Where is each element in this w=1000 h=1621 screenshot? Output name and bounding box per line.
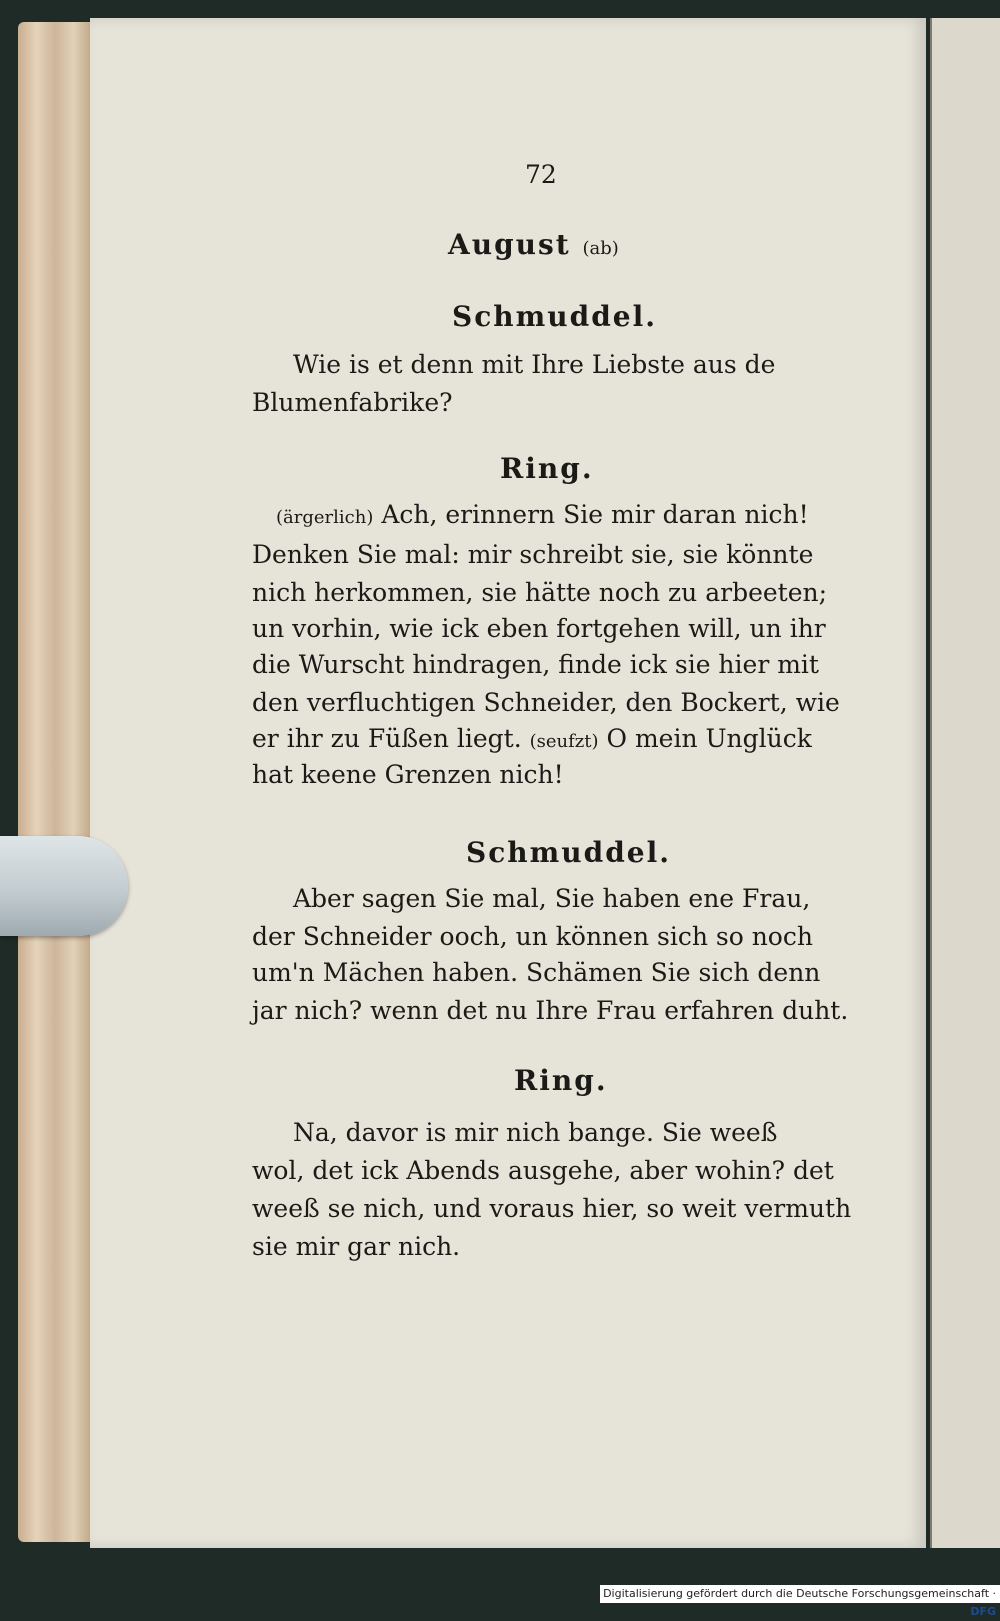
dialogue-line: weeß se nich, und voraus hier, so weit vermuth (252, 1194, 852, 1223)
speaker-ring: Ring. (500, 452, 594, 485)
speaker-august (448, 228, 619, 261)
dialogue-line: um'n Mächen haben. Schämen Sie sich denn (252, 958, 821, 987)
credit-text: Digitalisierung gefördert durch die Deutsche Forschungsgemeinschaft · (603, 1587, 996, 1600)
speaker-schmuddel: Schmuddel. (452, 300, 657, 333)
page-number: 72 (525, 160, 557, 189)
dialogue-text: O mein Unglück (606, 724, 812, 753)
speaker-schmuddel: Schmuddel. (466, 836, 671, 869)
dialogue-line: wol, det ick Abends ausgehe, aber wohin? det (252, 1156, 834, 1185)
adjacent-page (930, 18, 1000, 1548)
speaker-name: August (448, 228, 571, 261)
dialogue-line: un vorhin, wie ick eben fortgehen will, un ihr (252, 614, 826, 643)
dialogue-line: die Wurscht hindragen, finde ick sie hier mit (252, 650, 819, 679)
dialogue-line (252, 724, 812, 753)
dialogue-text: Ach, erinnern Sie mir daran nich! (381, 500, 809, 529)
dfg-logo: DFG (970, 1605, 996, 1618)
dialogue-line: Blumenfabrike? (252, 388, 453, 417)
dialogue-line: hat keene Grenzen nich! (252, 760, 564, 789)
stage-direction: (seufzt) (529, 731, 599, 752)
stage-direction: (ab) (582, 238, 619, 259)
dialogue-line: der Schneider ooch, un können sich so noch (252, 922, 813, 951)
dialogue-line: jar nich? wenn det nu Ihre Frau erfahren duht. (252, 996, 849, 1025)
dialogue-line: sie mir gar nich. (252, 1232, 461, 1261)
dialogue-text: er ihr zu Füßen liegt. (252, 724, 522, 753)
dialogue-line: Na, davor is mir nich bange. Sie weeß (293, 1118, 778, 1147)
book-page-edges (18, 22, 92, 1542)
dialogue-line: nich herkommen, sie hätte noch zu arbeeten; (252, 578, 828, 607)
speaker-ring: Ring. (514, 1064, 608, 1097)
dialogue-line: Denken Sie mal: mir schreibt sie, sie könnte (252, 540, 814, 569)
digitization-credit (600, 1585, 1000, 1618)
dialogue-line: Aber sagen Sie mal, Sie haben ene Frau, (293, 884, 811, 913)
stage-direction: (ärgerlich) (276, 507, 374, 528)
dialogue-line (276, 500, 809, 529)
dialogue-line: den verfluchtigen Schneider, den Bockert, wie (252, 688, 840, 717)
page-clip (0, 836, 128, 936)
dialogue-line: Wie is et denn mit Ihre Liebste aus de (293, 350, 776, 379)
